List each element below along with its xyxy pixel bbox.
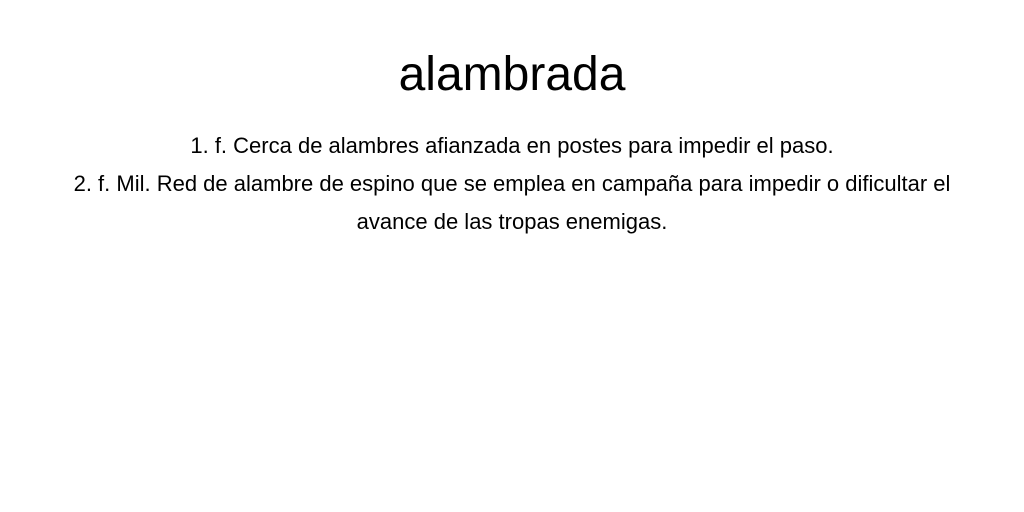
definition-list (62, 127, 962, 241)
definition-1: 1. f. Cerca de alambres afianzada en postes para impedir el paso. (190, 133, 834, 158)
entry-headword: alambrada (398, 48, 626, 101)
definition-2: 2. f. Mil. Red de alambre de espino que se emplea en campaña para impedir o dificultar el avance de las tropas enemigas. (73, 171, 951, 234)
